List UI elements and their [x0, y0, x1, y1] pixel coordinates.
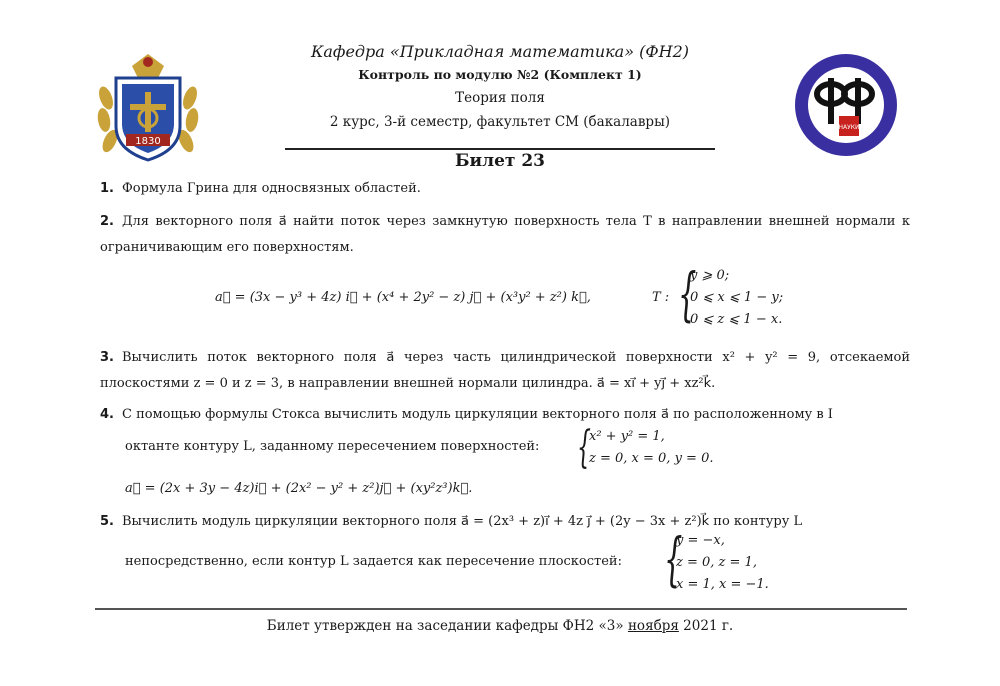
task-3 [100, 345, 910, 397]
task-2-domain-label: T : [652, 290, 670, 305]
task-4-formula: a⃗ = (2x + 3y − 4z)i⃗ + (2x² − y² + z²)j⃗ + (xy²z³)k⃗. [125, 481, 473, 496]
svg-text:1830: 1830 [135, 136, 161, 147]
task-number: 1. [100, 181, 114, 196]
ticket-title: Билет 23 [454, 151, 546, 171]
task-4-text-line-2: октанте контуру L, заданному пересечением поверхностей: [125, 439, 540, 454]
task-number: 2. [100, 214, 114, 229]
subject-title: Теория поля [455, 90, 545, 106]
task-4-system [577, 422, 777, 474]
system-line: y = −x, [676, 533, 725, 548]
footer-divider [95, 608, 907, 610]
task-number: 3. [100, 350, 114, 365]
course-title: 2 курс, 3-й семестр, факультет СМ (бакалавры) [329, 114, 671, 130]
system-line: z = 0, x = 0, y = 0. [589, 451, 714, 466]
domain-line: y ⩾ 0; [690, 268, 730, 283]
system-line: x = 1, x = −1. [676, 577, 769, 592]
domain-line: 0 ⩽ z ⩽ 1 − x. [690, 312, 783, 327]
footer-year: 2021 г. [683, 618, 734, 634]
control-title: Контроль по модулю №2 (Комплект 1) [358, 67, 642, 82]
university-crest-logo [92, 48, 204, 168]
task-2-formula: a⃗ = (3x − y³ + 4z) i⃗ + (x⁴ + 2y² − z) j⃗ + (x³y² + z²) k⃗, [215, 290, 591, 305]
footer-month: ноября [627, 618, 679, 634]
header [285, 40, 715, 134]
task-text: Для векторного поля a⃗ найти поток через замкнутую поверхность тела T в направлении внешней нормали к ограничивающим его поверхностям. [100, 214, 910, 255]
task-5-system [664, 525, 824, 600]
svg-text:НАУКИ: НАУКИ [838, 124, 860, 131]
task-2 [100, 209, 910, 261]
task-number: 4. [100, 407, 114, 422]
footer-text: Билет утвержден на заседании кафедры ФН2 «3» [266, 618, 624, 634]
task-2-domain-system [678, 260, 818, 335]
task-text: Формула Грина для односвязных областей. [121, 181, 421, 196]
task-text: Вычислить поток векторного поля a⃗ через часть цилиндрической поверхности x² + y² = 9, отсекаемой плоскостями z = 0 и z = 3, в направлении внешней нормали цилиндра. a⃗ = xi⃗ + yj⃗ + xz²k⃗. [100, 350, 910, 391]
task-text-line-1: С помощью формулы Стокса вычислить модуль циркуляции векторного поля a⃗ по расположенному в I [121, 407, 833, 422]
left-brace: { [577, 422, 591, 473]
task-5-text-line-2: непосредственно, если контур L задается как пересечение плоскостей: [125, 554, 622, 569]
domain-line: 0 ⩽ x ⩽ 1 − y; [690, 290, 784, 305]
left-brace: { [664, 525, 683, 593]
header-divider [285, 148, 715, 150]
task-text-line-1: Вычислить модуль циркуляции векторного поля a⃗ = (2x³ + z)i⃗ + 4z j⃗ + (2y − 3x + z²)k⃗ по контуру L [121, 514, 803, 529]
footer [0, 618, 1000, 634]
task-4 [100, 402, 910, 428]
task-1 [100, 176, 910, 202]
system-line: x² + y² = 1, [589, 429, 665, 444]
department-title: Кафедра «Прикладная математика» (ФН2) [311, 42, 689, 61]
task-number: 5. [100, 514, 114, 529]
system-line: z = 0, z = 1, [676, 555, 757, 570]
fundamental-sciences-logo [793, 52, 899, 158]
left-brace: { [678, 260, 697, 328]
